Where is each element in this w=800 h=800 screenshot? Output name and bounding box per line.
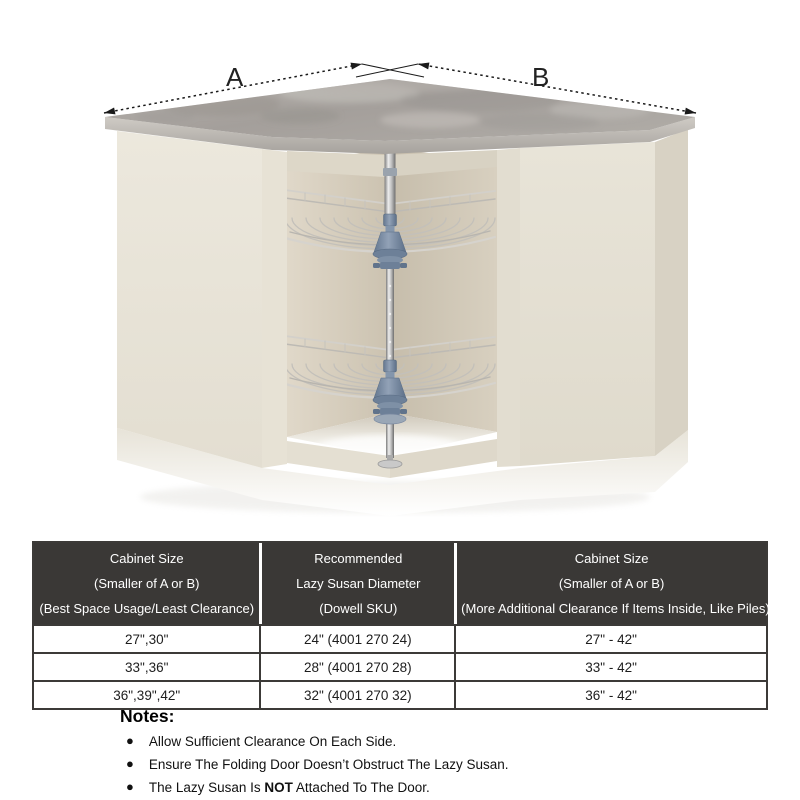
notes-section bbox=[120, 706, 760, 800]
header-cabinet-size-best bbox=[34, 543, 259, 624]
cell-diameter-sku: 24" (4001 270 24) bbox=[259, 624, 454, 652]
note-item bbox=[126, 780, 760, 795]
note-item bbox=[126, 757, 760, 772]
arrowhead-icon bbox=[418, 63, 429, 70]
header-line: (Best Space Usage/Least Clearance) bbox=[39, 601, 255, 616]
cabinet-right-end-face bbox=[655, 129, 688, 456]
cell-cabinet-range: 33" - 42" bbox=[454, 652, 766, 680]
dimension-label-b: B bbox=[532, 62, 550, 92]
arrowhead-icon bbox=[685, 108, 696, 115]
table-row bbox=[34, 652, 766, 680]
cell-cabinet-size: 27",30" bbox=[34, 624, 259, 652]
cell-diameter-sku: 32" (4001 270 32) bbox=[259, 680, 454, 708]
bullet-icon: ● bbox=[126, 756, 134, 771]
arrowhead-icon bbox=[351, 63, 363, 70]
size-table bbox=[32, 541, 768, 710]
header-line: Lazy Susan Diameter bbox=[296, 576, 421, 591]
header-cabinet-size-clearance bbox=[454, 543, 770, 624]
table-row bbox=[34, 680, 766, 708]
bullet-icon: ● bbox=[126, 779, 134, 794]
table-row bbox=[34, 624, 766, 652]
note-text: Ensure The Folding Door Doesn’t Obstruct The Lazy Susan. bbox=[148, 757, 509, 772]
header-recommended-diameter bbox=[259, 543, 454, 624]
bullet-icon: ● bbox=[126, 733, 134, 748]
dimension-label-a: A bbox=[226, 62, 244, 92]
header-line: (Smaller of A or B) bbox=[558, 576, 665, 591]
header-line: Cabinet Size bbox=[574, 551, 649, 566]
cabinet-left-face bbox=[117, 131, 262, 468]
cell-cabinet-range: 36" - 42" bbox=[454, 680, 766, 708]
note-text: The Lazy Susan Is NOT Attached To The Door. bbox=[148, 780, 430, 795]
header-line: (Smaller of A or B) bbox=[93, 576, 200, 591]
header-line: (More Additional Clearance If Items Inside, Like Piles) bbox=[461, 601, 770, 616]
note-item bbox=[126, 734, 760, 749]
frame-left-stile bbox=[262, 149, 287, 468]
header-line: (Dowell SKU) bbox=[319, 601, 398, 616]
cell-cabinet-size: 36",39",42" bbox=[34, 680, 259, 708]
interior-wall-right bbox=[390, 148, 497, 432]
header-line: Cabinet Size bbox=[109, 551, 184, 566]
table-header-row bbox=[34, 543, 766, 624]
cell-diameter-sku: 28" (4001 270 28) bbox=[259, 652, 454, 680]
notes-title: Notes: bbox=[120, 706, 175, 726]
frame-right-stile bbox=[497, 148, 520, 467]
cell-cabinet-size: 33",36" bbox=[34, 652, 259, 680]
cell-cabinet-range: 27" - 42" bbox=[454, 624, 766, 652]
cabinet-right-front-face bbox=[520, 142, 655, 466]
note-text: Allow Sufficient Clearance On Each Side. bbox=[148, 734, 397, 749]
header-line: Recommended bbox=[314, 551, 403, 566]
